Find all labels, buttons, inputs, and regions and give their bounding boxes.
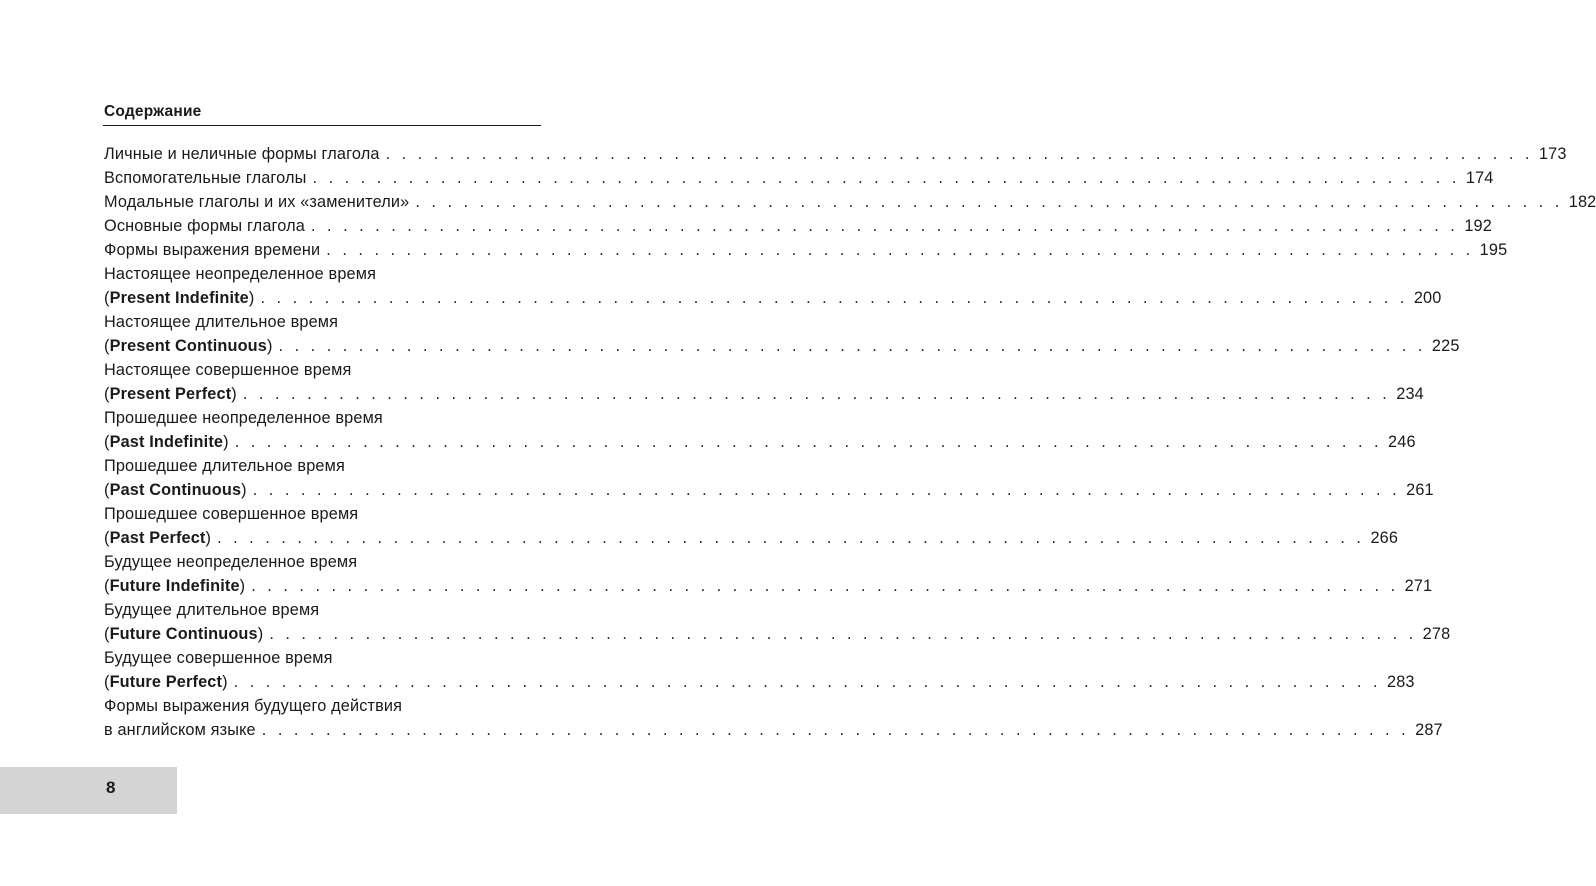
toc-entry bbox=[104, 574, 1433, 598]
toc-entry-page: 195 bbox=[1479, 241, 1508, 259]
toc-entry-title: Модальные глаголы и их «заменители» bbox=[104, 193, 410, 211]
toc-entry-title: (Future Perfect) bbox=[104, 673, 228, 691]
toc-entry-title: Основные формы глагола bbox=[104, 217, 305, 235]
toc-entry bbox=[104, 334, 1460, 358]
toc-entry bbox=[104, 142, 1567, 166]
toc-entry bbox=[104, 262, 536, 286]
toc-entry-page: 266 bbox=[1370, 529, 1399, 547]
dot-leader: . . . . . . . . . . . . . . . . . . . . . . . . . . . . . . . . . . . . . . . . . . . . . . . . . . . . . . . . . . . . . . . . . . . . . . . . bbox=[242, 385, 1391, 403]
toc-entry bbox=[104, 406, 536, 430]
toc-entry-title: Прошедшее совершенное время bbox=[104, 505, 359, 523]
table-of-contents bbox=[104, 142, 1596, 742]
dot-leader: . . . . . . . . . . . . . . . . . . . . . . . . . . . . . . . . . . . . . . . . . . . . . . . . . . . . . . . . . . . . . . . . . . . . . . . . bbox=[217, 529, 1365, 547]
toc-entry-page: 278 bbox=[1422, 625, 1451, 643]
toc-entry-title: Формы выражения будущего действия bbox=[104, 697, 403, 715]
toc-entry-page: 283 bbox=[1387, 673, 1415, 691]
toc-entry bbox=[104, 358, 536, 382]
dot-leader: . . . . . . . . . . . . . . . . . . . . . . . . . . . . . . . . . . . . . . . . . . . . . . . . . . . . . . . . . . . . . . . . . . . . . . . . bbox=[261, 721, 1410, 739]
dot-leader: . . . . . . . . . . . . . . . . . . . . . . . . . . . . . . . . . . . . . . . . . . . . . . . . . . . . . . . . . . . . . . . . . . . . . . . . bbox=[312, 169, 1460, 187]
toc-entry-title: (Present Indefinite) bbox=[104, 289, 255, 307]
toc-entry-title: Настоящее неопределенное время bbox=[104, 265, 377, 283]
toc-entry-title: Будущее неопределенное время bbox=[104, 553, 358, 571]
toc-entry-title: Формы выражения времени bbox=[104, 241, 321, 259]
page-title: Содержание bbox=[104, 103, 202, 120]
toc-entry-page: 246 bbox=[1388, 433, 1416, 451]
toc-entry bbox=[104, 718, 1443, 742]
toc-entry-page: 225 bbox=[1431, 337, 1460, 355]
heading-rule bbox=[103, 125, 541, 126]
toc-entry bbox=[104, 670, 1415, 694]
toc-entry-title: (Future Indefinite) bbox=[104, 577, 246, 595]
toc-entry-title: (Present Continuous) bbox=[104, 337, 273, 355]
toc-entry-page: 287 bbox=[1415, 721, 1443, 739]
toc-entry bbox=[104, 430, 1416, 454]
toc-entry-page: 261 bbox=[1406, 481, 1434, 499]
toc-entry bbox=[104, 550, 536, 574]
toc-entry bbox=[104, 646, 536, 670]
dot-leader: . . . . . . . . . . . . . . . . . . . . . . . . . . . . . . . . . . . . . . . . . . . . . . . . . . . . . . . . . . . . . . . . . . . . . . . . bbox=[278, 337, 1426, 355]
toc-entry-title: (Future Continuous) bbox=[104, 625, 264, 643]
dot-leader: . . . . . . . . . . . . . . . . . . . . . . . . . . . . . . . . . . . . . . . . . . . . . . . . . . . . . . . . . . . . . . . . . . . . . . . . bbox=[234, 433, 1383, 451]
dot-leader: . . . . . . . . . . . . . . . . . . . . . . . . . . . . . . . . . . . . . . . . . . . . . . . . . . . . . . . . . . . . . . . . . . . . . . . . bbox=[415, 193, 1563, 211]
dot-leader: . . . . . . . . . . . . . . . . . . . . . . . . . . . . . . . . . . . . . . . . . . . . . . . . . . . . . . . . . . . . . . . . . . . . . . . . bbox=[310, 217, 1459, 235]
toc-entry-page: 182 bbox=[1568, 193, 1596, 211]
toc-entry bbox=[104, 310, 536, 334]
toc-entry-title: Будущее длительное время bbox=[104, 601, 320, 619]
toc-entry bbox=[104, 286, 1442, 310]
page-number: 8 bbox=[106, 778, 116, 797]
toc-entry bbox=[104, 190, 1596, 214]
toc-entry bbox=[104, 382, 1424, 406]
toc-entry-title: Вспомогательные глаголы bbox=[104, 169, 307, 187]
toc-entry-title: (Past Perfect) bbox=[104, 529, 212, 547]
dot-leader: . . . . . . . . . . . . . . . . . . . . . . . . . . . . . . . . . . . . . . . . . . . . . . . . . . . . . . . . . . . . . . . . . . . . . . . . bbox=[251, 577, 1399, 595]
toc-entry bbox=[104, 166, 1494, 190]
toc-entry-title: Настоящее совершенное время bbox=[104, 361, 352, 379]
toc-entry bbox=[104, 214, 1492, 238]
toc-entry-title: Прошедшее неопределенное время bbox=[104, 409, 383, 427]
toc-entry bbox=[104, 598, 536, 622]
toc-entry-page: 234 bbox=[1396, 385, 1424, 403]
toc-entry-title: (Past Continuous) bbox=[104, 481, 247, 499]
toc-entry-page: 192 bbox=[1464, 217, 1492, 235]
toc-entry bbox=[104, 238, 1508, 262]
toc-entry-page: 174 bbox=[1465, 169, 1494, 187]
toc-entry-title: Личные и неличные формы глагола bbox=[104, 145, 380, 163]
toc-entry bbox=[104, 454, 536, 478]
toc-entry-page: 271 bbox=[1404, 577, 1433, 595]
toc-entry bbox=[104, 478, 1434, 502]
toc-entry bbox=[104, 526, 1399, 550]
toc-entry bbox=[104, 502, 536, 526]
dot-leader: . . . . . . . . . . . . . . . . . . . . . . . . . . . . . . . . . . . . . . . . . . . . . . . . . . . . . . . . . . . . . . . . . . . . . . . . bbox=[326, 241, 1474, 259]
toc-entry-page: 173 bbox=[1538, 145, 1567, 163]
toc-entry-title: Прошедшее длительное время bbox=[104, 457, 345, 475]
toc-entry-title: Будущее совершенное время bbox=[104, 649, 333, 667]
toc-entry-page: 200 bbox=[1413, 289, 1442, 307]
dot-leader: . . . . . . . . . . . . . . . . . . . . . . . . . . . . . . . . . . . . . . . . . . . . . . . . . . . . . . . . . . . . . . . . . . . . . . . . bbox=[252, 481, 1401, 499]
dot-leader: . . . . . . . . . . . . . . . . . . . . . . . . . . . . . . . . . . . . . . . . . . . . . . . . . . . . . . . . . . . . . . . . . . . . . . . . bbox=[233, 673, 1381, 691]
toc-entry bbox=[104, 694, 536, 718]
toc-entry-title: Настоящее длительное время bbox=[104, 313, 339, 331]
toc-entry bbox=[104, 622, 1451, 646]
page-number-box bbox=[0, 767, 177, 814]
toc-entry-title: (Past Indefinite) bbox=[104, 433, 229, 451]
dot-leader: . . . . . . . . . . . . . . . . . . . . . . . . . . . . . . . . . . . . . . . . . . . . . . . . . . . . . . . . . . . . . . . . . . . . . . . . bbox=[269, 625, 1417, 643]
toc-entry-title: в английском языке bbox=[104, 721, 256, 739]
dot-leader: . . . . . . . . . . . . . . . . . . . . . . . . . . . . . . . . . . . . . . . . . . . . . . . . . . . . . . . . . . . . . . . . . . . . . . . . bbox=[385, 145, 1533, 163]
dot-leader: . . . . . . . . . . . . . . . . . . . . . . . . . . . . . . . . . . . . . . . . . . . . . . . . . . . . . . . . . . . . . . . . . . . . . . . . bbox=[260, 289, 1408, 307]
toc-entry-title: (Present Perfect) bbox=[104, 385, 237, 403]
